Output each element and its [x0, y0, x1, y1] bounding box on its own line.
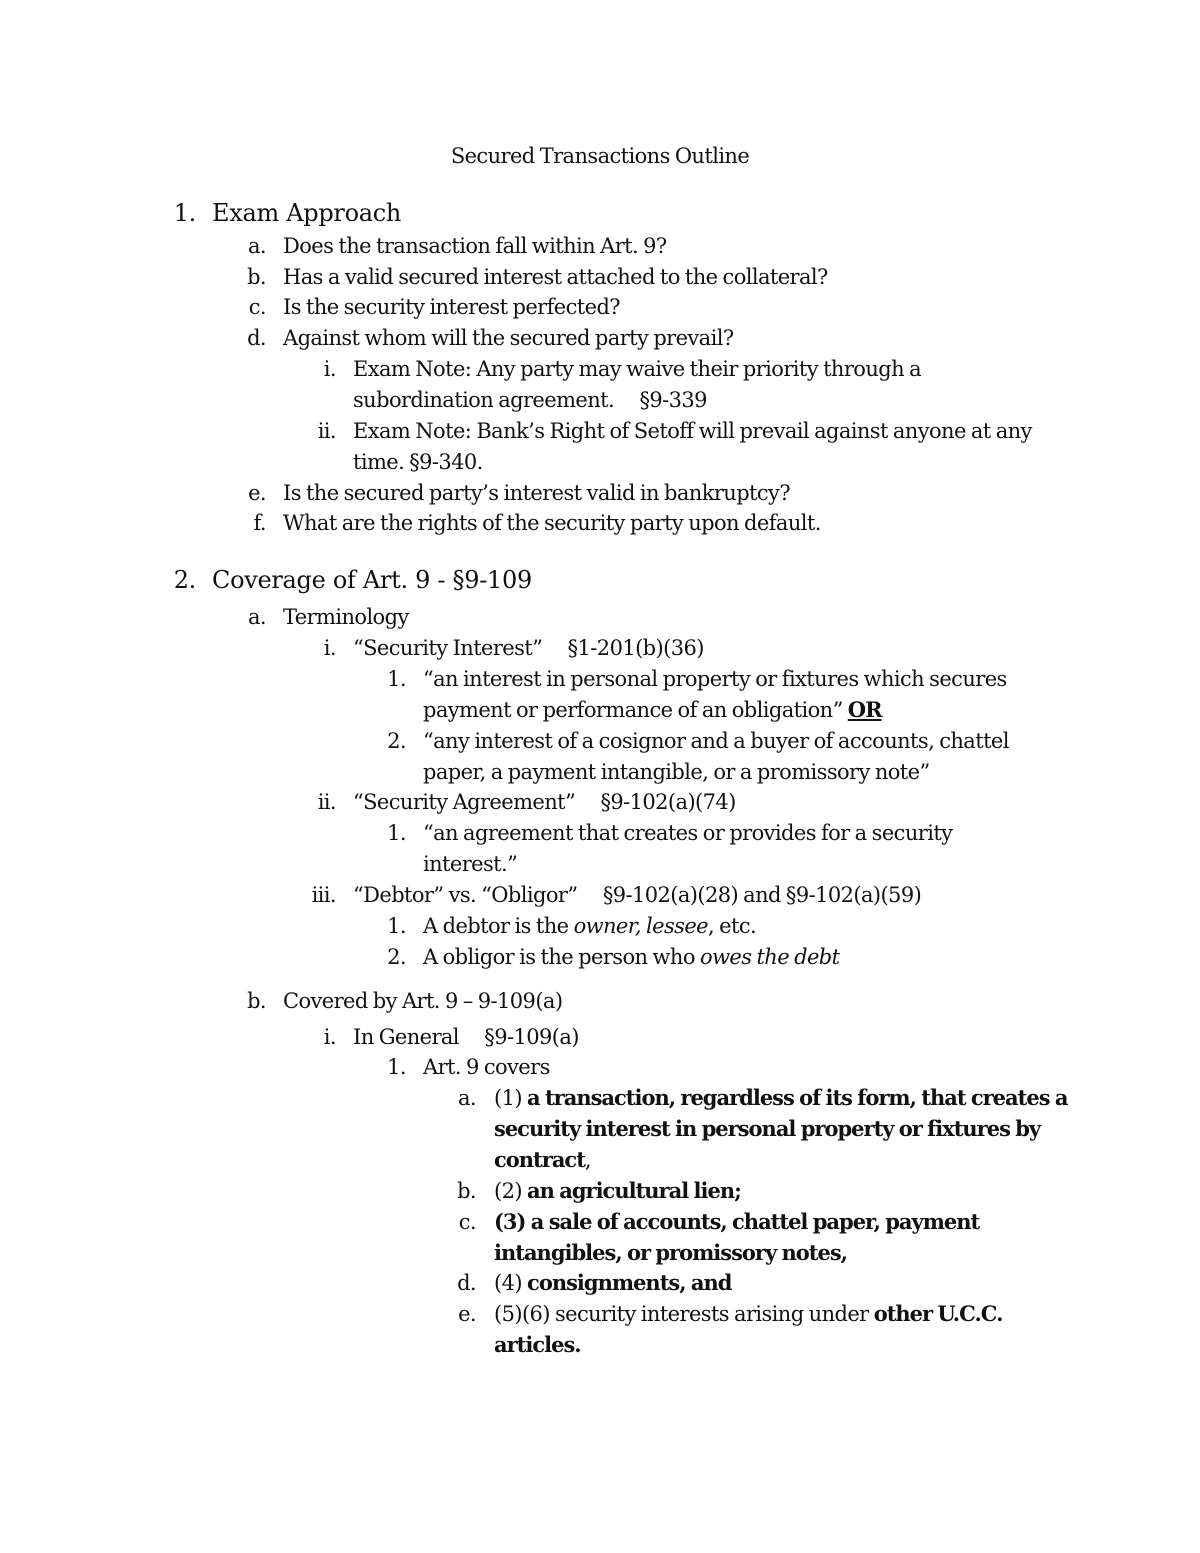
- list-item: “Debtor” vs. “Obligor” §9-102(a)(28) and §9-102(a)(59): [353, 883, 922, 907]
- level4-marker: d.: [457, 1271, 476, 1295]
- list-item: Exam Note: Bank’s Right of Setoff will prevail against anyone at any: [353, 419, 1032, 443]
- section-2-heading: Coverage of Art. 9 - §9-109: [212, 566, 532, 594]
- bold-text: consignments, and: [527, 1270, 732, 1295]
- list-item-continuation: [494, 1145, 591, 1175]
- item-marker: c.: [248, 295, 266, 319]
- list-item: Art. 9 covers: [423, 1055, 550, 1079]
- level4-marker: c.: [458, 1210, 476, 1234]
- italic-text: owner, lessee: [573, 914, 708, 938]
- section-1-heading: Exam Approach: [212, 199, 402, 227]
- list-item: Against whom will the secured party prevail?: [283, 326, 734, 350]
- subitem-marker: ii.: [317, 419, 336, 443]
- level4-marker: b.: [457, 1179, 476, 1203]
- text-run: ,: [584, 1148, 591, 1172]
- list-item: [494, 1176, 741, 1206]
- list-item: “an interest in personal property or fixtures which secures: [423, 667, 1007, 691]
- section-2-marker: 2.: [173, 566, 196, 594]
- text-run: (1): [494, 1086, 528, 1110]
- subitem-marker: i.: [323, 1025, 336, 1049]
- list-item-continuation: [423, 695, 882, 725]
- list-item: Covered by Art. 9 – 9-109(a): [283, 989, 563, 1013]
- list-item: (3) a sale of accounts, chattel paper, payment: [494, 1209, 980, 1234]
- list-item-continuation: interest.”: [423, 852, 518, 876]
- subitem-marker: i.: [323, 636, 336, 660]
- section-1-marker: 1.: [173, 199, 196, 227]
- item-marker: f.: [253, 511, 266, 535]
- list-item-continuation: intangibles, or promissory notes,: [494, 1240, 847, 1265]
- subsubitem-marker: 2.: [387, 945, 406, 969]
- italic-text: owes the debt: [699, 945, 840, 969]
- text-run: (5)(6) security interests arising under: [494, 1302, 874, 1326]
- subitem-marker: iii.: [311, 883, 336, 907]
- list-item: Is the security interest perfected?: [283, 295, 620, 319]
- item-marker: b.: [247, 989, 266, 1013]
- list-item: [423, 911, 756, 941]
- text-run: A obligor is the person who: [423, 945, 700, 969]
- list-item: [423, 942, 839, 972]
- list-item-continuation: security interest in personal property or fixtures by: [494, 1116, 1041, 1141]
- list-item-continuation: time. §9-340.: [353, 450, 483, 474]
- list-item: [494, 1083, 1067, 1113]
- item-marker: a.: [248, 605, 266, 629]
- or-emphasis: OR: [847, 697, 882, 722]
- text-run: (4): [494, 1271, 528, 1295]
- list-item: Is the secured party’s interest valid in bankruptcy?: [283, 481, 790, 505]
- subsubitem-marker: 1.: [387, 1055, 406, 1079]
- list-item: “an agreement that creates or provides for a security: [423, 821, 953, 845]
- bold-text: a transaction, regardless of its form, that creates a: [527, 1085, 1068, 1110]
- bold-text: an agricultural lien;: [527, 1178, 741, 1203]
- text-run: (2): [494, 1179, 528, 1203]
- list-item: [494, 1268, 731, 1298]
- level4-marker: a.: [458, 1086, 476, 1110]
- list-item-continuation: articles.: [494, 1332, 581, 1357]
- item-marker: b.: [247, 265, 266, 289]
- list-item: “Security Agreement” §9-102(a)(74): [353, 790, 736, 814]
- subsubitem-marker: 1.: [387, 914, 406, 938]
- text-run: A debtor is the: [423, 914, 574, 938]
- bold-text: contract: [494, 1147, 585, 1172]
- list-item: Exam Note: Any party may waive their priority through a: [353, 357, 922, 381]
- list-item: What are the rights of the security party upon default.: [283, 511, 821, 535]
- quote-text: payment or performance of an obligation”: [423, 698, 848, 722]
- list-item: In General §9-109(a): [353, 1025, 579, 1049]
- list-item-continuation: paper, a payment intangible, or a promissory note”: [423, 760, 930, 784]
- subsubitem-marker: 1.: [387, 667, 406, 691]
- list-item-continuation: subordination agreement. §9-339: [353, 388, 707, 412]
- list-item: “Security Interest” §1-201(b)(36): [353, 636, 704, 660]
- subitem-marker: ii.: [317, 790, 336, 814]
- subsubitem-marker: 2.: [387, 729, 406, 753]
- item-marker: d.: [247, 326, 266, 350]
- list-item: Has a valid secured interest attached to the collateral?: [283, 265, 828, 289]
- list-item: “any interest of a cosignor and a buyer of accounts, chattel: [423, 729, 1009, 753]
- list-item: Terminology: [283, 605, 409, 629]
- list-item: Does the transaction fall within Art. 9?: [283, 234, 667, 258]
- subitem-marker: i.: [323, 357, 336, 381]
- item-marker: e.: [248, 481, 266, 505]
- text-run: , etc.: [708, 914, 757, 938]
- bold-text: other U.C.C.: [873, 1301, 1003, 1326]
- level4-marker: e.: [458, 1302, 476, 1326]
- list-item: [494, 1299, 1002, 1329]
- subsubitem-marker: 1.: [387, 821, 406, 845]
- document-title: Secured Transactions Outline: [450, 144, 750, 168]
- item-marker: a.: [248, 234, 266, 258]
